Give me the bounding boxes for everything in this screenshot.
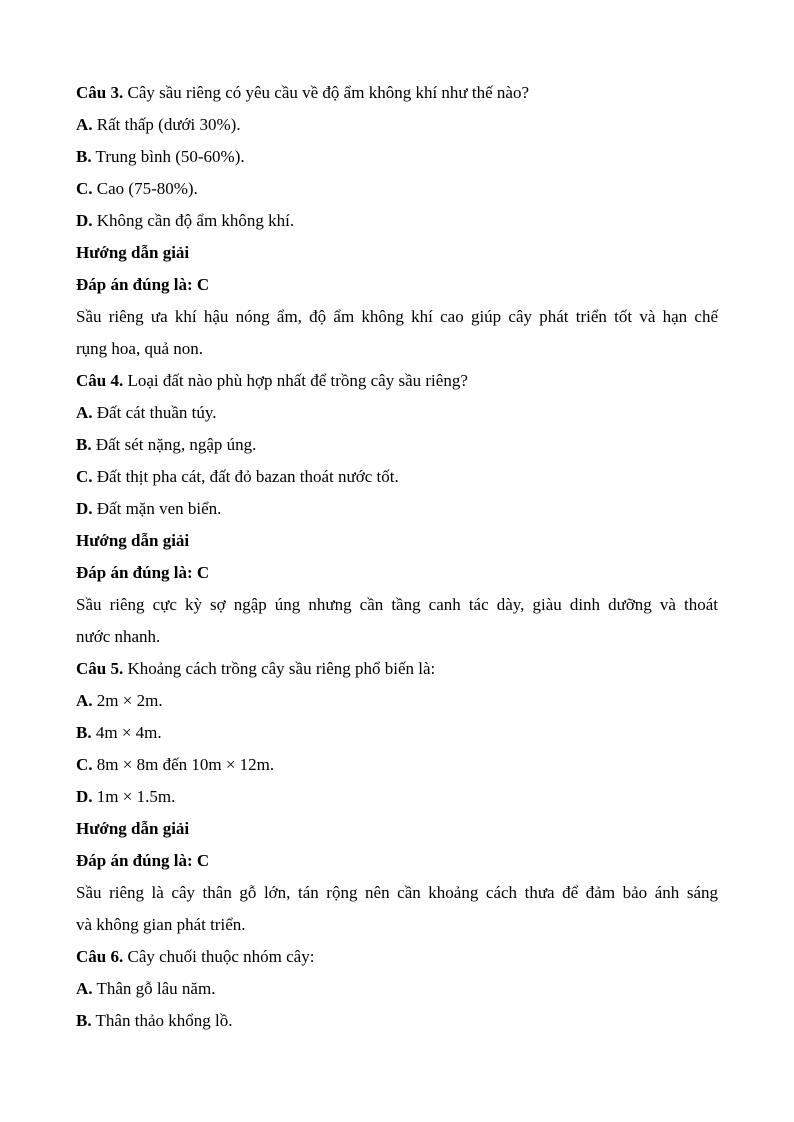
line-bold-text: Hướng dẫn giải [76, 531, 190, 550]
text-line [76, 365, 718, 397]
text-line [76, 141, 718, 173]
text-line [76, 909, 718, 941]
line-regular-text: Thân thảo khổng lồ. [91, 1011, 233, 1030]
line-regular-text: Đất sét nặng, ngập úng. [91, 435, 257, 454]
text-line [76, 973, 718, 1005]
line-regular-text: Sầu riêng cực kỳ sợ ngập úng nhưng cần tầng canh tác dày, giàu dinh dưỡng và thoát [76, 595, 718, 614]
line-bold-text: A. [76, 691, 93, 710]
line-bold-text: A. [76, 115, 93, 134]
line-bold-text: Đáp án đúng là: C [76, 851, 210, 870]
line-bold-text: B. [76, 1011, 92, 1030]
line-bold-text: D. [76, 499, 93, 518]
text-line [76, 525, 718, 557]
text-line [76, 781, 718, 813]
line-bold-text: Câu 6. [76, 947, 124, 966]
text-line [76, 461, 718, 493]
text-line [76, 557, 718, 589]
line-regular-text: 4m × 4m. [91, 723, 162, 742]
line-bold-text: C. [76, 179, 93, 198]
line-regular-text: Thân gỗ lâu năm. [92, 979, 216, 998]
line-bold-text: B. [76, 147, 92, 166]
line-regular-text: Không cần độ ẩm không khí. [92, 211, 295, 230]
line-bold-text: C. [76, 755, 93, 774]
text-line [76, 237, 718, 269]
line-regular-text: Rất thấp (dưới 30%). [92, 115, 241, 134]
line-regular-text: Cây chuối thuộc nhóm cây: [123, 947, 315, 966]
line-regular-text: Loại đất nào phù hợp nhất để trồng cây sầu riêng? [123, 371, 468, 390]
line-bold-text: Đáp án đúng là: C [76, 275, 210, 294]
line-bold-text: C. [76, 467, 93, 486]
text-line [76, 77, 718, 109]
text-line [76, 493, 718, 525]
text-line [76, 749, 718, 781]
text-line [76, 269, 718, 301]
line-regular-text: Cao (75-80%). [92, 179, 198, 198]
text-line [76, 941, 718, 973]
text-line [76, 429, 718, 461]
line-bold-text: Câu 3. [76, 83, 124, 102]
line-regular-text: Đất mặn ven biển. [92, 499, 222, 518]
line-regular-text: Đất thịt pha cát, đất đỏ bazan thoát nước tốt. [92, 467, 399, 486]
text-line [76, 589, 718, 621]
line-bold-text: Đáp án đúng là: C [76, 563, 210, 582]
line-regular-text: Sầu riêng ưa khí hậu nóng ẩm, độ ẩm không khí cao giúp cây phát triển tốt và hạn chế [76, 307, 718, 326]
line-regular-text: và không gian phát triển. [76, 915, 246, 934]
line-regular-text: rụng hoa, quả non. [76, 339, 204, 358]
text-line [76, 877, 718, 909]
line-bold-text: Hướng dẫn giải [76, 243, 190, 262]
text-line [76, 109, 718, 141]
line-bold-text: B. [76, 723, 92, 742]
text-line [76, 813, 718, 845]
line-regular-text: 8m × 8m đến 10m × 12m. [92, 755, 275, 774]
line-regular-text: Trung bình (50-60%). [91, 147, 245, 166]
text-line [76, 685, 718, 717]
text-line [76, 397, 718, 429]
text-line [76, 301, 718, 333]
text-line [76, 717, 718, 749]
line-bold-text: Câu 4. [76, 371, 124, 390]
text-line [76, 1005, 718, 1037]
line-bold-text: Hướng dẫn giải [76, 819, 190, 838]
text-line [76, 205, 718, 237]
text-line [76, 653, 718, 685]
line-regular-text: 2m × 2m. [92, 691, 163, 710]
line-regular-text: Đất cát thuần túy. [92, 403, 217, 422]
text-line [76, 333, 718, 365]
line-bold-text: A. [76, 979, 93, 998]
line-bold-text: Câu 5. [76, 659, 124, 678]
line-bold-text: D. [76, 787, 93, 806]
line-regular-text: Cây sầu riêng có yêu cầu về độ ẩm không khí như thế nào? [123, 83, 530, 102]
text-line [76, 621, 718, 653]
line-regular-text: Sầu riêng là cây thân gỗ lớn, tán rộng nên cần khoảng cách thưa để đảm bảo ánh sáng [76, 883, 718, 902]
line-regular-text: Khoảng cách trồng cây sầu riêng phổ biến là: [123, 659, 436, 678]
document-content [76, 77, 718, 1037]
line-bold-text: B. [76, 435, 92, 454]
text-line [76, 173, 718, 205]
line-bold-text: A. [76, 403, 93, 422]
line-regular-text: 1m × 1.5m. [92, 787, 176, 806]
line-bold-text: D. [76, 211, 93, 230]
line-regular-text: nước nhanh. [76, 627, 161, 646]
text-line [76, 845, 718, 877]
